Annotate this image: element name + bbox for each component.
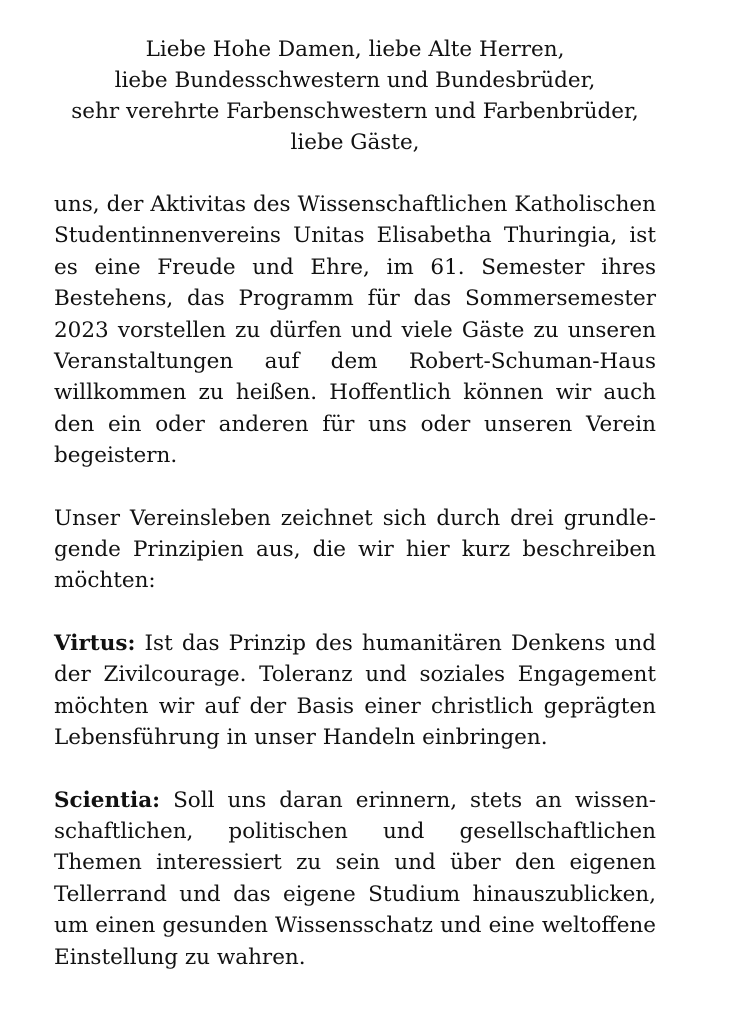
principle-scientia-paragraph xyxy=(54,785,656,973)
principle-virtus-paragraph xyxy=(54,628,656,754)
salutation xyxy=(54,34,656,158)
principle-term: Scientia: xyxy=(54,787,161,813)
salutation-line: liebe Bundesschwestern und Bundesbrüder, xyxy=(114,68,596,93)
intro-paragraph: uns, der Aktivitas des Wissenschaftlichen Katholischen Studentinnenvereins Unitas Elisabetha Thuringia, ist es eine Freude und Ehre, im 61. Semester ihres Bestehens, das Programm für das Sommersemester 2023 vorstellen zu dürfen und viele Gäste zu unseren Veranstaltungen auf dem Robert-Schuman-Haus willkommen zu heißen. Hoffentlich können wir auch den ein oder anderen für uns oder unseren Verein begeistern. xyxy=(54,192,656,469)
principle-term: Virtus: xyxy=(54,630,136,656)
salutation-line: liebe Gäste, xyxy=(290,130,420,155)
principle-text: Ist das Prinzip des humanitären Denkens und der Zivilcourage. Toleranz und soziales Engagement möchten wir auf der Basis einer christlich geprägten Lebensführung in unser Handeln einbringen. xyxy=(54,630,656,751)
principles-intro-paragraph: Unser Vereinsleben zeichnet sich durch drei grundlegende Prinzipien aus, die wir hier kurz beschreiben möchten: xyxy=(54,505,656,594)
principle-text: Soll uns daran erinnern, stets an wissenschaftlichen, politischen und gesellschaftlichen Themen interessiert zu sein und über den eigenen Tellerrand und das eigene Studium hinauszublicken, um einen gesunden Wissensschatz und eine weltoffene Einstellung zu wahren. xyxy=(54,787,656,970)
salutation-line: sehr verehrte Farbenschwestern und Farbenbrüder, xyxy=(71,99,639,124)
salutation-line: Liebe Hohe Damen, liebe Alte Herren, xyxy=(145,37,565,62)
